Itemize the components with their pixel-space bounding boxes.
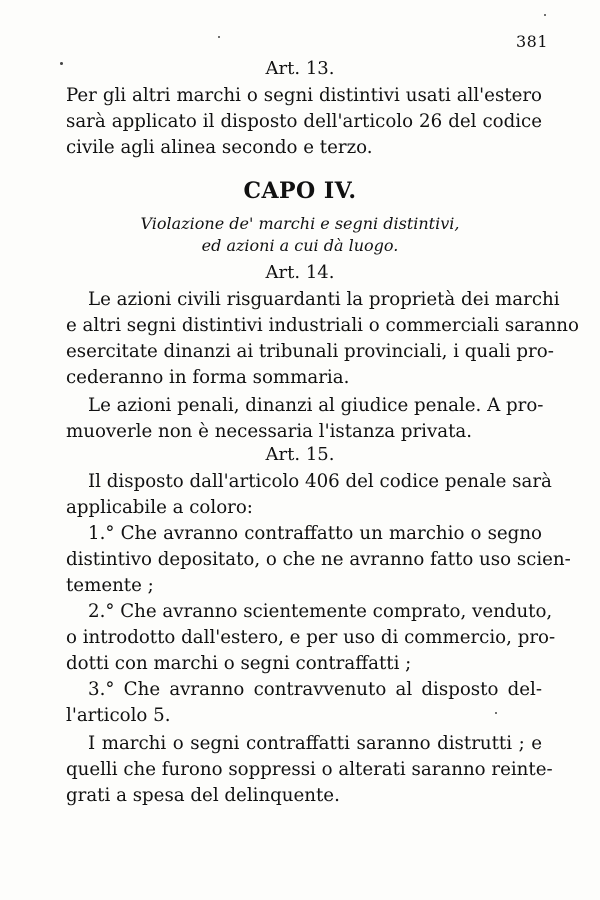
- chapter-subtitle-line2: ed azioni a cui dà luogo.: [201, 236, 399, 255]
- article-15-item-1: distintivo depositato, o che ne avranno fatto uso scien-: [66, 549, 571, 570]
- article-15-line: Il disposto dall'articolo 406 del codice penale sarà: [88, 471, 552, 492]
- article-14-line: esercitate dinanzi ai tribunali provinciali, i quali pro-: [66, 341, 554, 362]
- article-15-item-2: 2.° Che avranno scientemente comprato, venduto,: [88, 601, 553, 622]
- chapter-subtitle-line1: Violazione de' marchi e segni distintivi,: [140, 214, 460, 233]
- article-14-line: Le azioni penali, dinanzi al giudice penale. A pro-: [88, 395, 544, 416]
- scan-speck: [495, 712, 497, 714]
- article-15-closing: quelli che furono soppressi o alterati saranno reinte-: [66, 759, 553, 780]
- article-15-line: applicabile a coloro:: [66, 497, 253, 518]
- scan-speck: [60, 62, 63, 65]
- scan-speck: [218, 36, 220, 38]
- page-number: 381: [515, 32, 548, 51]
- article-15-closing: grati a spesa del delinquente.: [66, 785, 340, 806]
- article-15-item-3: l'articolo 5.: [66, 705, 171, 726]
- article-15-item-2: o introdotto dall'estero, e per uso di commercio, pro-: [66, 627, 556, 648]
- article-14-line: cederanno in forma sommaria.: [66, 367, 350, 388]
- article-13-line: Per gli altri marchi o segni distintivi usati all'estero: [66, 85, 542, 106]
- article-13-line: civile agli alinea secondo e terzo.: [66, 137, 373, 158]
- article-15-heading: Art. 15.: [265, 444, 335, 465]
- article-14-heading: Art. 14.: [265, 262, 335, 283]
- article-15-item-1: 1.° Che avranno contraffatto un marchio o segno: [88, 523, 542, 544]
- article-15-closing: I marchi o segni contraffatti saranno distrutti ; e: [88, 733, 542, 754]
- article-14-line: e altri segni distintivi industriali o commerciali saranno: [66, 315, 579, 336]
- article-14-line: Le azioni civili risguardanti la proprietà dei marchi: [88, 289, 560, 310]
- article-14-line: muoverle non è necessaria l'istanza privata.: [66, 421, 473, 442]
- article-13-line: sarà applicato il disposto dell'articolo 26 del codice: [66, 111, 542, 132]
- article-15-item-3: 3.° Che avranno contravvenuto al disposto del-: [88, 679, 542, 700]
- scan-speck: [544, 14, 546, 16]
- chapter-title: CAPO IV.: [243, 178, 357, 204]
- article-15-item-2: dotti con marchi o segni contraffatti ;: [66, 653, 412, 674]
- article-15-item-1: temente ;: [66, 575, 154, 596]
- article-13-heading: Art. 13.: [265, 58, 335, 79]
